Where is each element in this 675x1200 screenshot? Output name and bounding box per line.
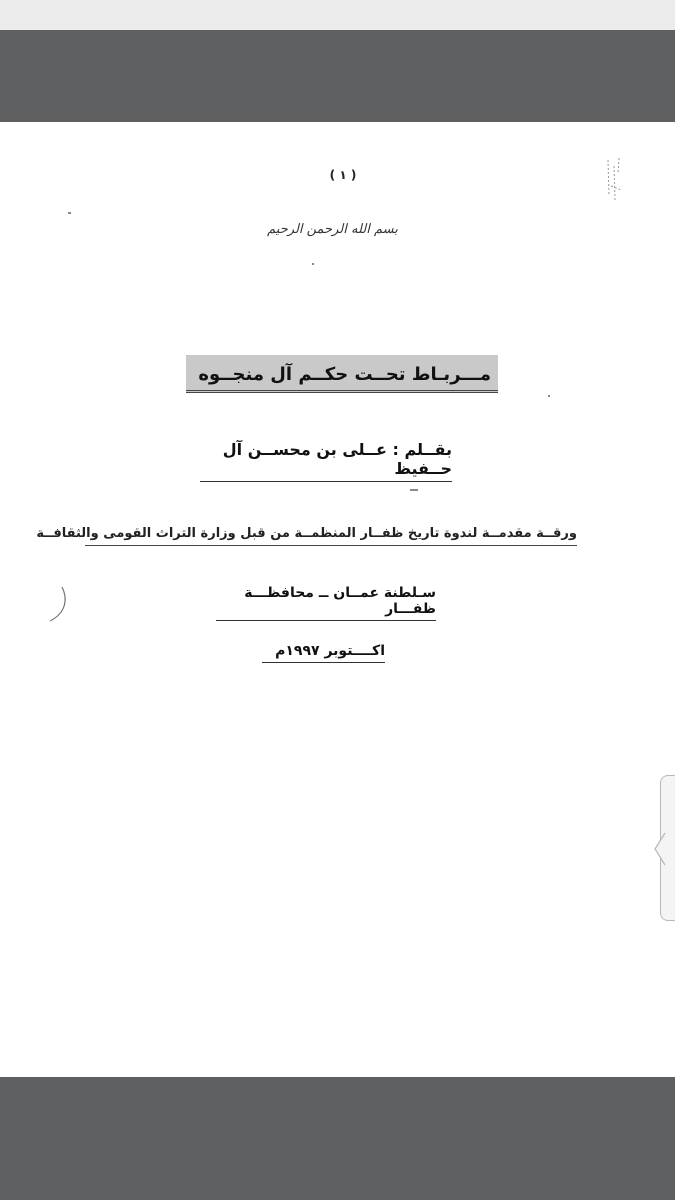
- paper-description: ورقــة مقدمــة لندوة تاريخ ظفــار المنظمــة من قبل وزارة التراث القومى والثقافــة: [85, 526, 577, 546]
- side-panel-handle[interactable]: [660, 775, 675, 921]
- viewer-bottom-bar: [0, 1077, 675, 1200]
- margin-curve-mark: [44, 585, 70, 625]
- scan-speck: [410, 489, 418, 491]
- scan-speck: [68, 212, 71, 214]
- margin-scribble: [602, 156, 624, 202]
- author-line: بقــلم : عــلى بن محســن آل حــفيظ: [200, 440, 452, 482]
- location-line: سـلطنة عمــان ــ محافظـــة ظفـــار: [216, 585, 436, 621]
- basmala: بسم الله الرحمن الرحيم: [267, 222, 398, 237]
- viewer-top-bar: [0, 30, 675, 122]
- date-line: اكــــتوبر ١٩٩٧م: [262, 643, 385, 663]
- chevron-left-icon: [653, 831, 667, 867]
- document-title: مـــربـاط تحــت حكــم آل منجــوه: [198, 364, 491, 385]
- scan-speck: [548, 395, 550, 397]
- scan-speck: [312, 263, 314, 265]
- page-number: ( ١ ): [329, 168, 357, 182]
